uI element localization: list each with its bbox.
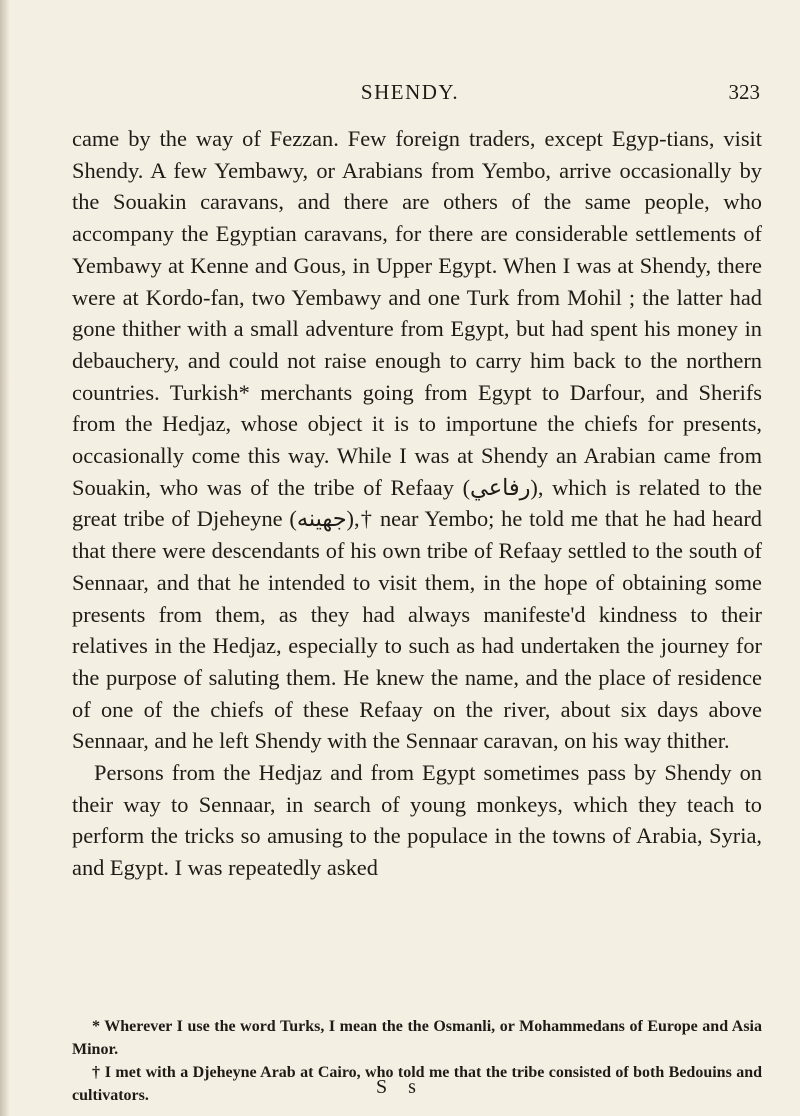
- page-edge-shadow: [0, 0, 10, 1116]
- paragraph-2: Persons from the Hedjaz and from Egypt sometimes pass by Shendy on their way to Sennaar, in search of young monkeys, which they teach to perform the tricks so amusing to the populace in the towns of Arabia, Syria, and Egypt. I was repeatedly asked: [72, 760, 762, 881]
- page-header: [60, 80, 760, 110]
- footnote-2: † I met with a Djeheyne Arab at Cairo, who told me that the tribe consisted of both Bedouins and cultivators.: [72, 1064, 762, 1104]
- running-head: SHENDY.: [360, 80, 460, 104]
- page-number: 323: [728, 80, 760, 104]
- paragraph-1: came by the way of Fezzan. Few foreign traders, except Egyp-tians, visit Shendy. A few Yembawy, or Arabians from Yembo, arrive occasionally by the Souakin caravans, and there are others of the same people, who accompany the Egyptian caravans, for there are considerable settlements of Yembawy at Kenne and Gous, in Upper Egypt. When I was at Shendy, there were at Kordo-fan, two Yembawy and one Turk from Mohil ; the latter had gone thither with a small adventure from Egypt, but had spent his money in debauchery, and could not raise enough to carry him back to the northern countries. Turkish* merchants going from Egypt to Darfour, and Sherifs from the Hedjaz, whose object it is to importune the chiefs for presents, occasionally come this way. While I was at Shendy an Arabian came from Souakin, who was of the tribe of Refaay (رفاعي), which is related to the great tribe of Djeheyne (جهينه),† near Yembo; he told me that he had heard that there were descendants of his own tribe of Refaay settled to the south of Sennaar, and that he intended to visit them, in the hope of obtaining some presents from them, as they had always manifeste'd kindness to their relatives in the Hedjaz, especially to such as had undertaken the journey for the purpose of saluting them. He knew the name, and the place of residence of one of the chiefs of these Refaay on the river, about six days above Sennaar, and he left Shendy with the Sennaar caravan, on his way thither.: [72, 126, 763, 754]
- body-text: [72, 123, 762, 884]
- footnote-1: * Wherever I use the word Turks, I mean the the Osmanli, or Mohammedans of Europe and Asia Minor.: [72, 1018, 762, 1058]
- signature-mark: S s: [376, 1076, 424, 1098]
